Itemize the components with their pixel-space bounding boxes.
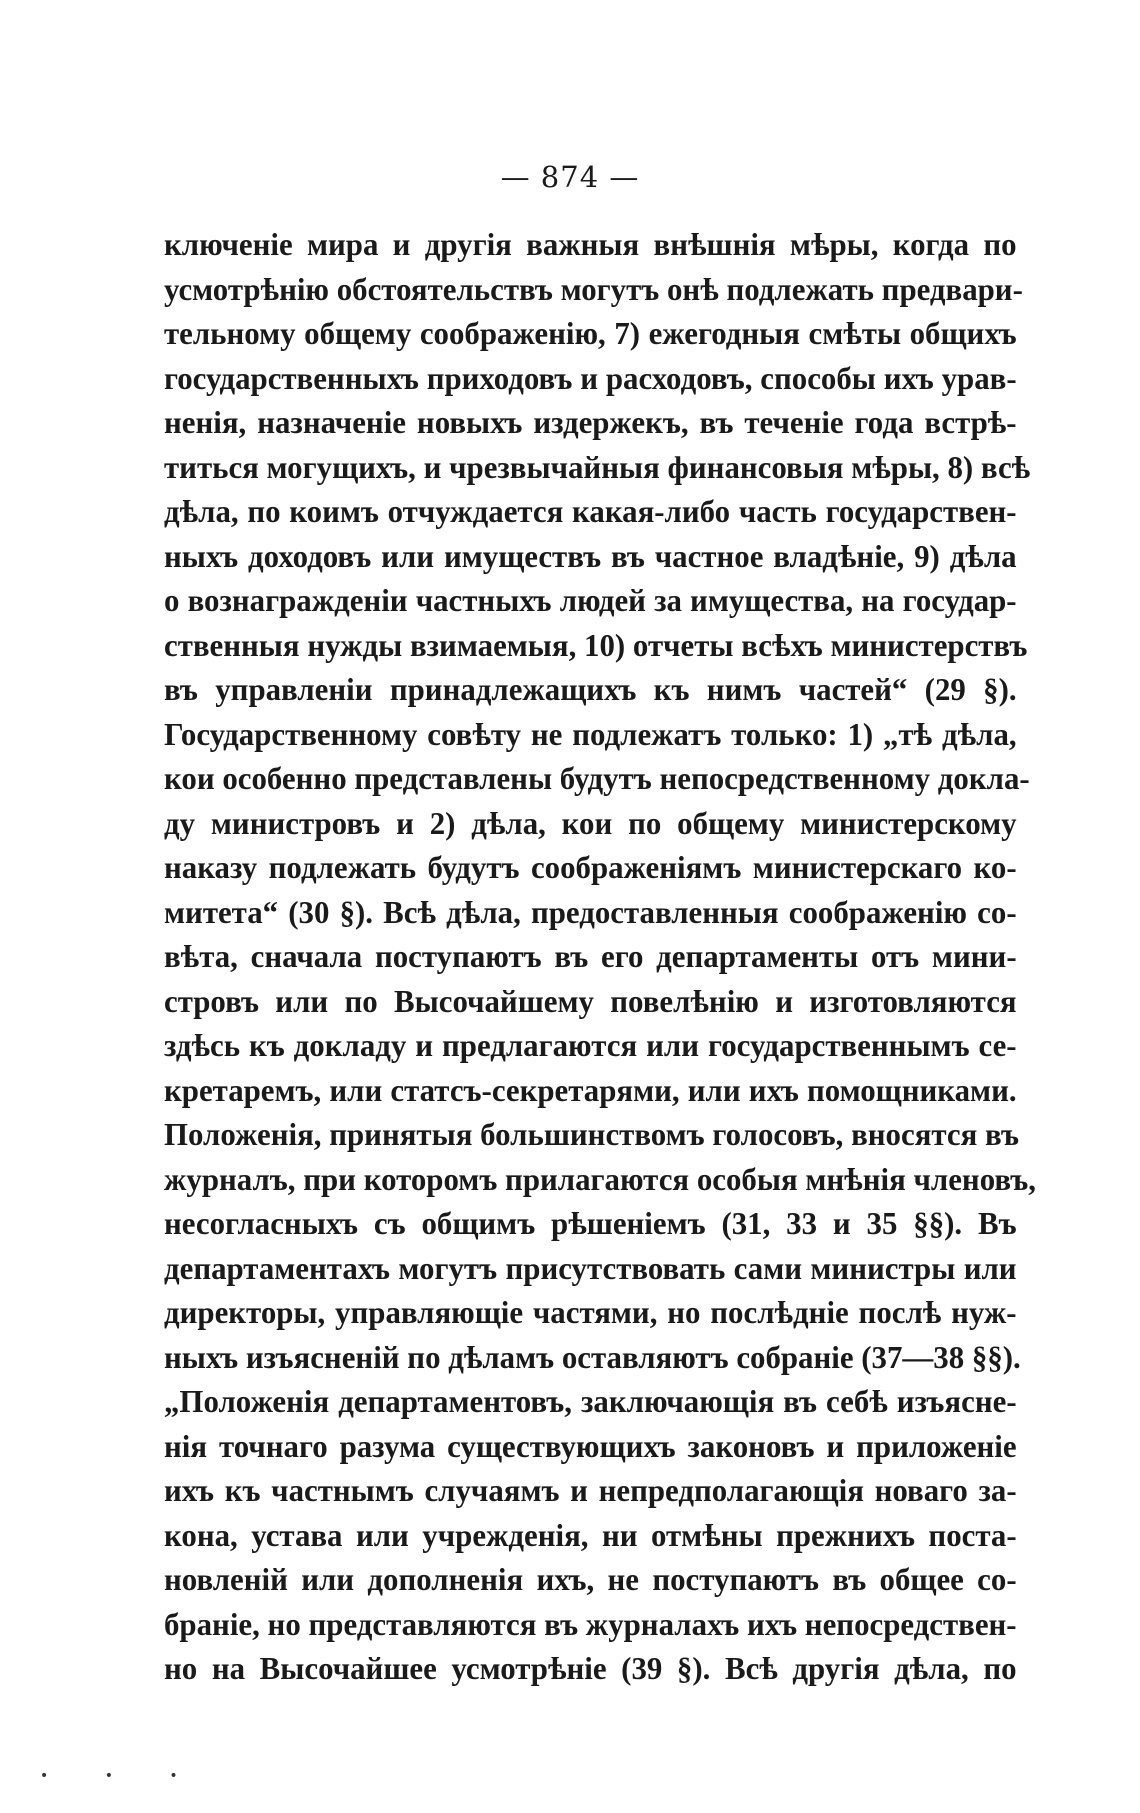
text-line: въ управленіи принадлежащихъ къ нимъ частей“ (29 §).	[164, 672, 1017, 707]
text-line: государственныхъ приходовъ и расходовъ, способы ихъ урав-	[164, 360, 1017, 396]
text-line: титься могущихъ, и чрезвычайныя финансовыя мѣры, 8) всѣ	[164, 449, 1031, 485]
text-line: новленій или дополненія ихъ, не поступаютъ въ общее со-	[164, 1562, 1017, 1597]
text-line: Положенія, принятыя большинствомъ голосовъ, вносятся въ	[164, 1117, 1019, 1152]
text-line: но на Высочайшее усмотрѣніе (39 §). Всѣ другія дѣла, по	[164, 1651, 1017, 1686]
margin-marks: • • •	[40, 1768, 204, 1784]
text-line: митета“ (30 §). Всѣ дѣла, предоставленныя соображенію со-	[164, 894, 1017, 930]
text-line: кои особенно представлены будутъ непосредственному докла-	[164, 761, 1030, 796]
text-line: кретаремъ, или статсъ-секретарями, или ихъ помощниками.	[164, 1072, 1017, 1108]
text-line: усмотрѣнію обстоятельствъ могутъ онѣ подлежать предвари-	[164, 271, 1023, 307]
text-line: здѣсь къ докладу и предлагаются или государственнымъ се-	[164, 1028, 1017, 1063]
text-line: „Положенія департаментовъ, заключающія въ себѣ изъясне-	[164, 1384, 1017, 1419]
text-line: тельному общему соображенію, 7) ежегодныя смѣты общихъ	[164, 316, 1017, 351]
text-line: департаментахъ могутъ присутствовать сами министры или	[164, 1250, 1017, 1286]
text-line: дѣла, по коимъ отчуждается какая-либо часть государствен-	[164, 494, 1017, 529]
text-line: кона, устава или учрежденія, ни отмѣны прежнихъ поста-	[164, 1517, 1017, 1553]
text-line: несогласныхъ съ общимъ рѣшеніемъ (31, 33 и 35 §§). Въ	[164, 1206, 1017, 1241]
text-line: Государственному совѣту не подлежатъ только: 1) „тѣ дѣла,	[164, 716, 1017, 752]
text-line: ственныя нужды взимаемыя, 10) отчеты всѣхъ министерствъ	[164, 627, 1028, 663]
text-line: нія точнаго разума существующихъ законовъ и приложеніе	[164, 1428, 1017, 1464]
text-line: ненія, назначеніе новыхъ издержекъ, въ теченіе года встрѣ-	[164, 405, 1017, 440]
text-line: ихъ къ частнымъ случаямъ и непредполагающія новаго за-	[164, 1473, 1017, 1508]
text-line: браніе, но представляются въ журналахъ ихъ непосредствен-	[164, 1606, 1017, 1642]
body-text	[164, 223, 1037, 1692]
text-line: о вознагражденіи частныхъ людей за имущества, на государ-	[164, 583, 1017, 618]
page-number: — 874 —	[500, 160, 640, 194]
text-line: стровъ или по Высочайшему повелѣнію и изготовляются	[164, 983, 1017, 1019]
text-line: ныхъ доходовъ или имуществъ въ частное владѣніе, 9) дѣла	[164, 538, 1017, 574]
text-line: журналъ, при которомъ прилагаются особыя мнѣнія членовъ,	[164, 1161, 1037, 1197]
text-line: директоры, управляющіе частями, но послѣдніе послѣ нуж-	[164, 1295, 1017, 1330]
text-line: ныхъ изъясненій по дѣламъ оставляютъ собраніе (37—38 §§).	[164, 1339, 1021, 1375]
text-line: ключеніе мира и другія важныя внѣшнія мѣры, когда по	[164, 227, 1017, 262]
text-line: вѣта, сначала поступаютъ въ его департаменты отъ мини-	[164, 939, 1017, 974]
text-line: ду министровъ и 2) дѣла, кои по общему министерскому	[164, 805, 1017, 841]
text-line: наказу подлежать будутъ соображеніямъ министерскаго ко-	[164, 850, 1017, 885]
